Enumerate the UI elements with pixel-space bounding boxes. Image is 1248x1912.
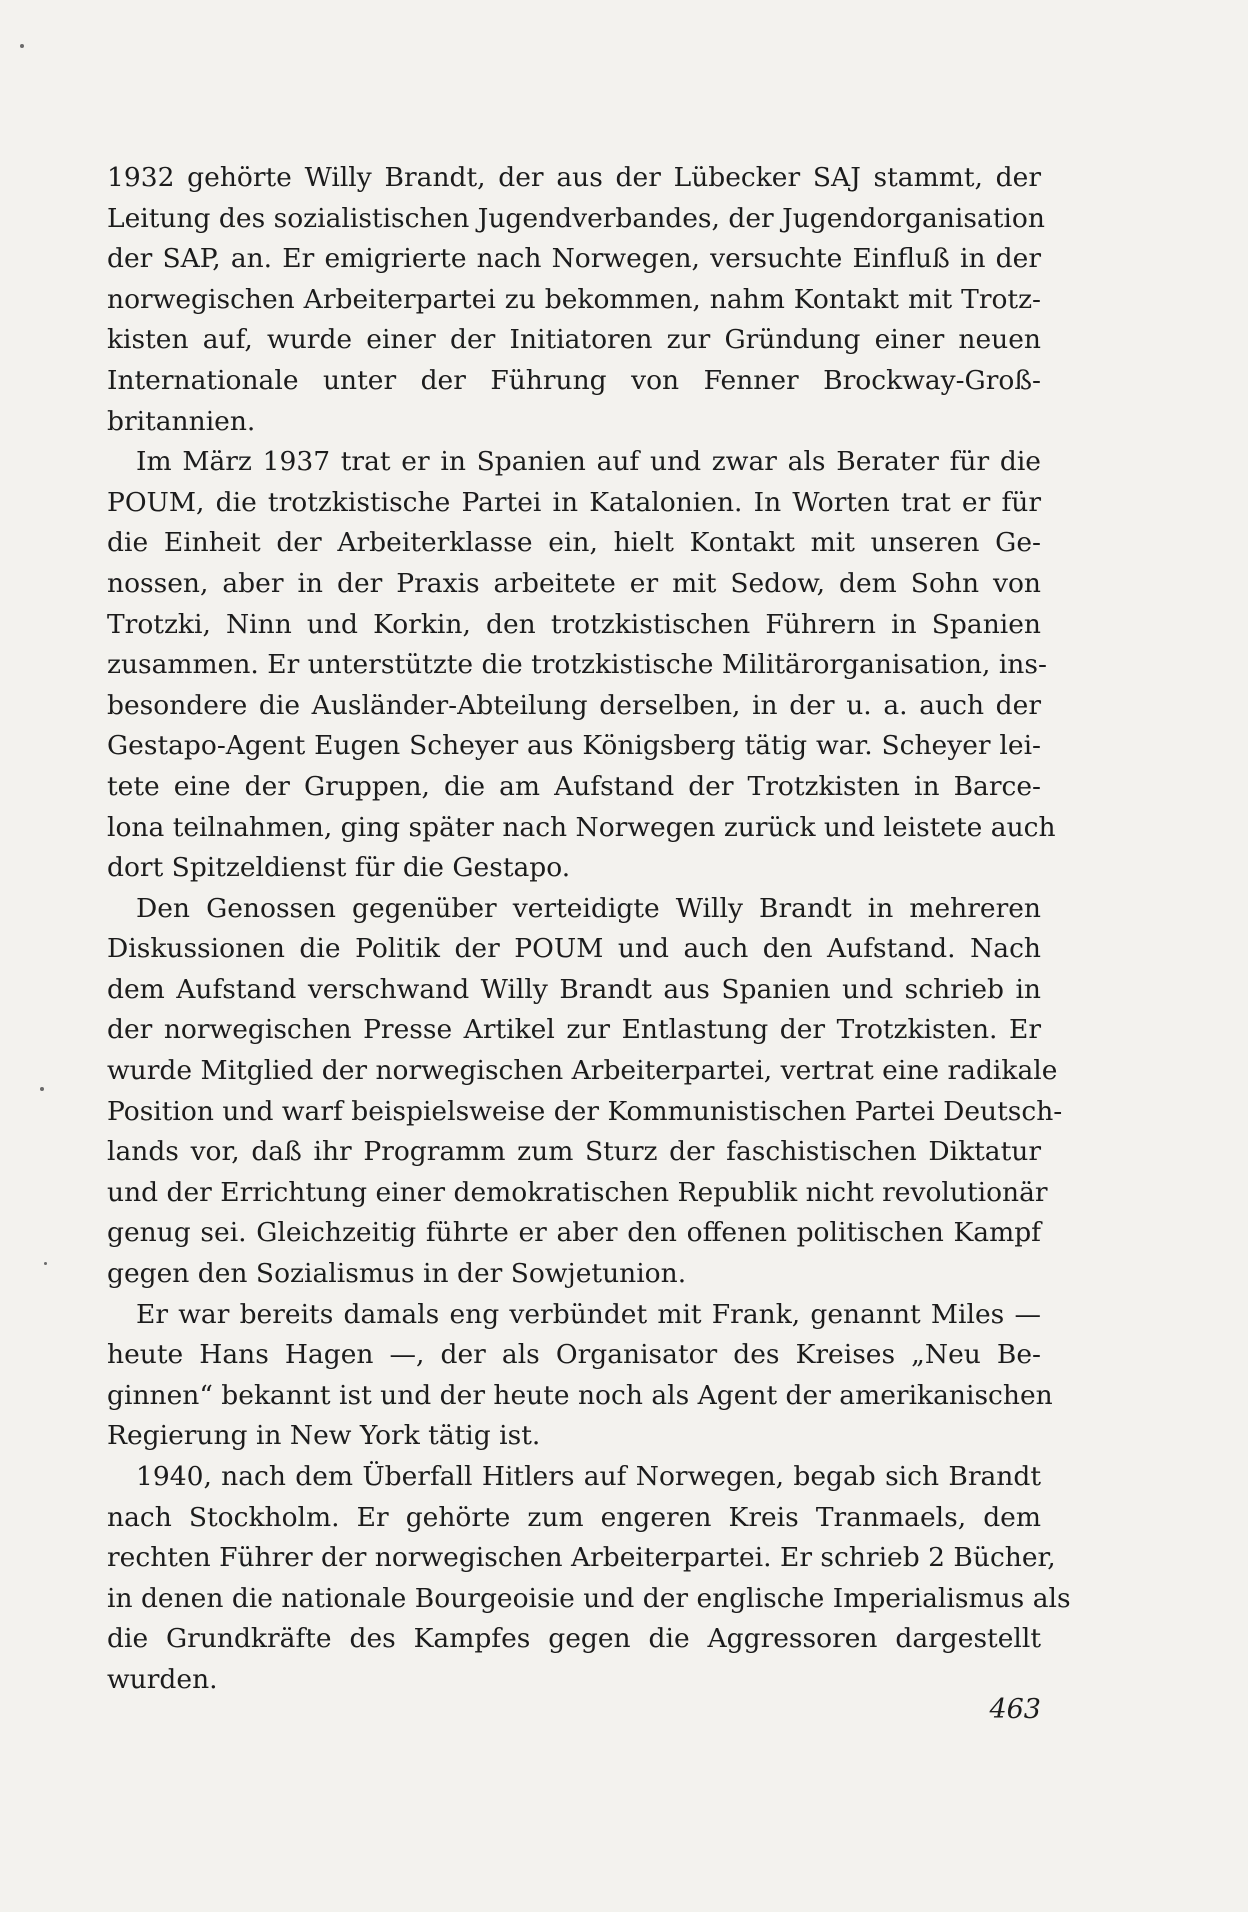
text-line: nach Stockholm. Er gehörte zum engeren Kreis Tranmaels, dem [107,1501,1041,1533]
text-line: lands vor, daß ihr Programm zum Sturz der faschistischen Diktatur [107,1136,1041,1168]
text-line: genug sei. Gleichzeitig führte er aber den offenen politischen Kampf [107,1217,1041,1249]
text-line: besondere die Ausländer-Abteilung derselben, in der u. a. auch der [107,689,1041,721]
text-line: Internationale unter der Führung von Fenner Brockway-Groß- [107,364,1041,396]
text-line: POUM, die trotzkistische Partei in Katalonien. In Worten trat er für [107,486,1041,518]
body-text [107,158,1071,1701]
text-line: rechten Führer der norwegischen Arbeiterpartei. Er schrieb 2 Bücher, [107,1542,1056,1574]
text-line: der norwegischen Presse Artikel zur Entlastung der Trotzkisten. Er [107,1014,1041,1046]
text-line: Position und warf beispielsweise der Kommunistischen Partei Deutsch- [107,1095,1063,1127]
text-line: Er war bereits damals eng verbündet mit Frank, genannt Miles — [136,1298,1041,1330]
text-line: 1940, nach dem Überfall Hitlers auf Norwegen, begab sich Brandt [136,1461,1041,1492]
text-line: nossen, aber in der Praxis arbeitete er mit Sedow, dem Sohn von [107,567,1041,599]
paragraph [107,442,1056,889]
text-line: die Grundkräfte des Kampfes gegen die Aggressoren dargestellt [107,1623,1041,1655]
text-line: dem Aufstand verschwand Willy Brandt aus Spanien und schrieb in [107,973,1041,1005]
paper-speck [44,1262,47,1265]
text-line: Leitung des sozialistischen Jugendverbandes, der Jugendorganisation [107,202,1045,234]
paragraph [107,158,1045,442]
text-line: britannien. [107,405,256,437]
page-number: 463 [989,1694,1041,1725]
text-line: der SAP, an. Er emigrierte nach Norwegen, versuchte Einfluß in der [107,243,1041,275]
text-line: Diskussionen die Politik der POUM und auch den Aufstand. Nach [107,933,1041,965]
text-line: Regierung in New York tätig ist. [107,1420,541,1452]
text-line: zusammen. Er unterstützte die trotzkistische Militärorganisation, ins- [107,649,1047,681]
text-line: dort Spitzeldienst für die Gestapo. [107,852,571,884]
paragraph [107,1295,1053,1457]
text-line: Den Genossen gegenüber verteidigte Willy Brandt in mehreren [136,892,1041,924]
text-line: Trotzki, Ninn und Korkin, den trotzkistischen Führern in Spanien [107,608,1041,640]
text-line: in denen die nationale Bourgeoisie und der englische Imperialismus als [107,1582,1071,1614]
text-line: ginnen“ bekannt ist und der heute noch als Agent der amerikanischen [107,1379,1053,1411]
text-line: Im März 1937 trat er in Spanien auf und zwar als Berater für die [136,446,1041,478]
text-line: kisten auf, wurde einer der Initiatoren zur Gründung einer neuen [107,324,1041,356]
text-line: wurde Mitglied der norwegischen Arbeiterpartei, vertrat eine radikale [107,1055,1058,1087]
text-line: die Einheit der Arbeiterklasse ein, hielt Kontakt mit unseren Ge- [107,527,1041,559]
text-line: norwegischen Arbeiterpartei zu bekommen, nahm Kontakt mit Trotz- [107,283,1041,315]
paragraph [107,1457,1071,1701]
text-line: 1932 gehörte Willy Brandt, der aus der Lübecker SAJ stammt, der [107,162,1041,193]
paper-speck [40,1087,44,1091]
text-line: Gestapo-Agent Eugen Scheyer aus Königsberg tätig war. Scheyer lei- [107,730,1041,762]
text-line: lona teilnahmen, ging später nach Norwegen zurück und leistete auch [107,811,1056,843]
text-line: heute Hans Hagen —, der als Organisator des Kreises „Neu Be- [107,1339,1041,1371]
text-line: wurden. [107,1663,218,1695]
text-line: und der Errichtung einer demokratischen Republik nicht revolutionär [107,1176,1048,1208]
text-line: gegen den Sozialismus in der Sowjetunion. [107,1258,687,1290]
paragraph [107,889,1063,1295]
text-line: tete eine der Gruppen, die am Aufstand der Trotzkisten in Barce- [107,770,1041,802]
paper-speck [20,44,24,48]
